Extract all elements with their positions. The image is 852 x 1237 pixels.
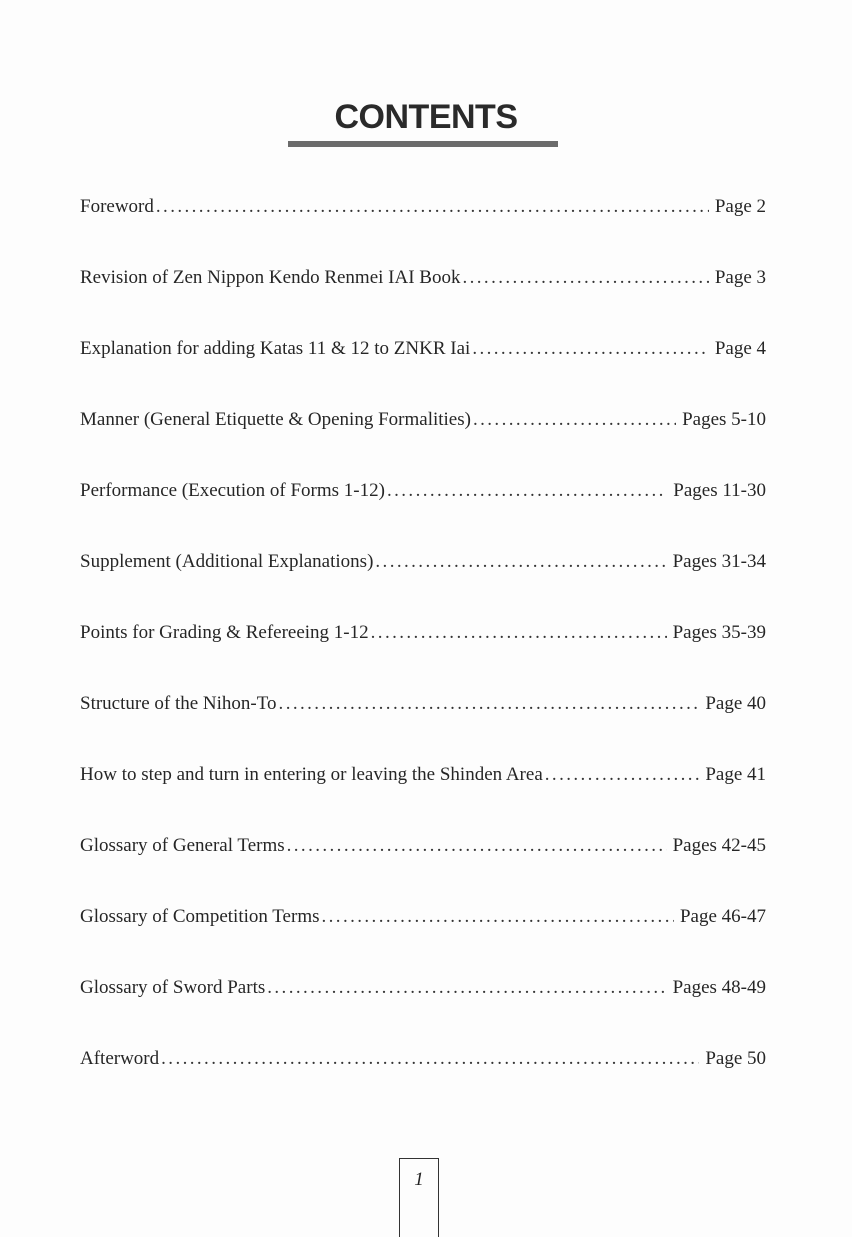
dot-leader [545, 764, 700, 786]
toc-entry-page: Page 50 [705, 1048, 766, 1069]
toc-entry [80, 480, 766, 551]
dot-leader [322, 906, 674, 928]
toc-entry-label: Glossary of Competition Terms [80, 906, 320, 927]
dot-leader [462, 267, 708, 289]
toc-entry-label: How to step and turn in entering or leaving the Shinden Area [80, 764, 543, 785]
dot-leader [287, 835, 667, 857]
dot-leader [279, 693, 700, 715]
toc-entry [80, 196, 766, 267]
toc-entry-label: Revision of Zen Nippon Kendo Renmei IAI Book [80, 267, 461, 288]
toc-entry-label: Afterword [80, 1048, 160, 1069]
toc-entry [80, 906, 766, 977]
toc-entry-label: Foreword [80, 196, 154, 217]
toc-entry [80, 693, 766, 764]
page-number: 1 [414, 1169, 424, 1190]
toc-entry-label: Explanation for adding Katas 11 & 12 to ZNKR Iai [80, 338, 471, 359]
toc-entry-page: Pages 11-30 [673, 480, 766, 501]
toc-entry-label: Points for Grading & Refereeing 1-12 [80, 622, 369, 643]
toc-entry [80, 551, 766, 622]
toc-entry [80, 977, 766, 1048]
dot-leader [156, 196, 709, 218]
toc-entry-label: Glossary of Sword Parts [80, 977, 266, 998]
toc-entry-label: Performance (Execution of Forms 1-12) [80, 480, 385, 501]
page-number-box [399, 1158, 439, 1237]
toc-entry [80, 1048, 766, 1119]
toc-entry-page: Page 4 [714, 338, 766, 359]
toc-entry-page: Pages 42-45 [672, 835, 766, 856]
dot-leader [267, 977, 666, 999]
dot-leader [472, 338, 709, 360]
toc-entry-label: Supplement (Additional Explanations) [80, 551, 374, 572]
toc-entry [80, 835, 766, 906]
toc-entry [80, 409, 766, 480]
page-title: CONTENTS [334, 98, 518, 136]
toc-entry-page: Page 40 [705, 693, 766, 714]
toc-entry [80, 267, 766, 338]
dot-leader [161, 1048, 699, 1070]
dot-leader [371, 622, 667, 644]
toc-entry-page: Pages 35-39 [672, 622, 766, 643]
toc-entry-page: Page 46-47 [679, 906, 766, 927]
toc-entry-page: Pages 31-34 [672, 551, 766, 572]
toc-entry-page: Pages 5-10 [682, 409, 766, 430]
toc-entry-label: Glossary of General Terms [80, 835, 285, 856]
dot-leader [473, 409, 676, 431]
table-of-contents [80, 196, 766, 1119]
toc-entry-page: Pages 48-49 [672, 977, 766, 998]
toc-entry-page: Page 3 [714, 267, 766, 288]
toc-entry-page: Page 41 [705, 764, 766, 785]
toc-entry [80, 338, 766, 409]
toc-entry [80, 764, 766, 835]
toc-entry-page: Page 2 [714, 196, 766, 217]
toc-entry-label: Manner (General Etiquette & Opening Formalities) [80, 409, 471, 430]
title-underline [288, 141, 558, 147]
dot-leader [387, 480, 667, 502]
dot-leader [375, 551, 666, 573]
toc-entry-label: Structure of the Nihon-To [80, 693, 277, 714]
toc-entry [80, 622, 766, 693]
